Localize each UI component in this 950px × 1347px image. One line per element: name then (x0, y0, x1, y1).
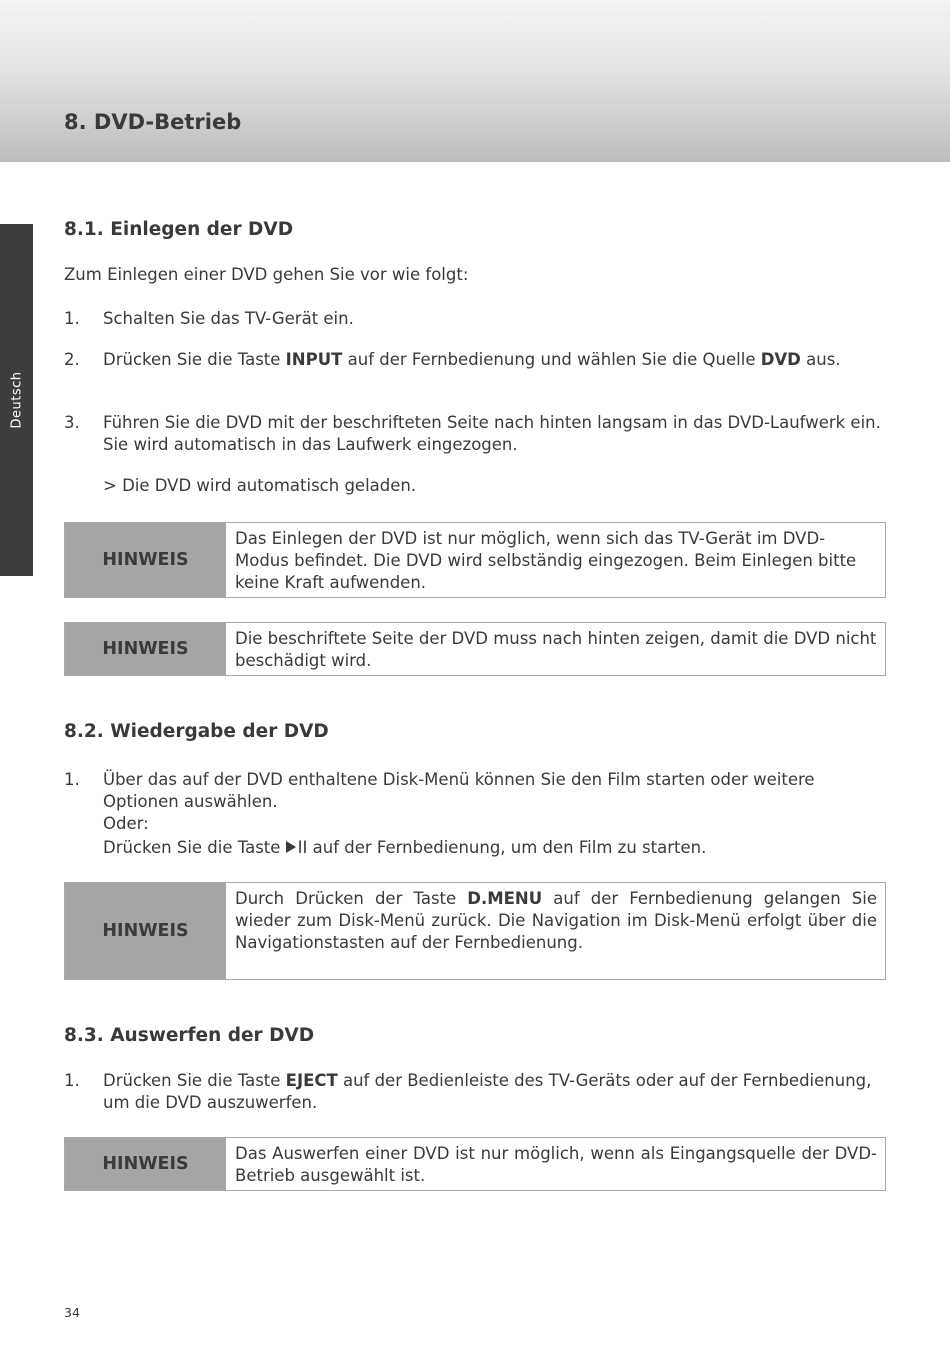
section-title-playback: 8.2. Wiedergabe der DVD (64, 721, 329, 742)
list-number: 1. (64, 770, 80, 789)
play-pause-icon (286, 837, 296, 859)
note-box (64, 1137, 886, 1191)
list-item (64, 349, 886, 371)
page-number: 34 (64, 1305, 80, 1320)
note-text: Durch Drücken der Taste D.MENU auf der Fernbedienung gelangen Sie wieder zum Disk-Menü zurück. Die Navigation im Disk-Menü erfolgt über die Navigationstasten auf der Fernbedienung. (235, 889, 877, 952)
note-label: HINWEIS (65, 523, 226, 597)
list-text: Über das auf der DVD enthaltene Disk-Menü können Sie den Film starten oder weitere Optionen auswählen. Oder: Drücken Sie die Taste II auf der Fernbedienung, um den Film zu starten. (103, 770, 815, 857)
result-text: > Die DVD wird automatisch geladen. (103, 476, 417, 495)
list-number: 2. (64, 350, 80, 369)
header-band (0, 0, 950, 162)
insert-intro: Zum Einlegen einer DVD gehen Sie vor wie folgt: (64, 265, 469, 284)
list-item (64, 1070, 886, 1114)
dvd-source-label: DVD (760, 350, 801, 369)
note-text: Das Auswerfen einer DVD ist nur möglich, wenn als Eingangsquelle der DVD-Betrieb ausgewählt ist. (235, 1144, 877, 1185)
note-text: Das Einlegen der DVD ist nur möglich, wenn sich das TV-Gerät im DVD-Modus befindet. Die DVD wird selbständig eingezogen. Beim Einlegen bitte keine Kraft aufwenden. (235, 529, 857, 592)
list-text: Schalten Sie das TV-Gerät ein. (103, 309, 354, 328)
list-text: Führen Sie die DVD mit der beschrifteten Seite nach hinten langsam in das DVD-Laufwerk ein. Sie wird automatisch in das Laufwerk eingezogen. (103, 413, 881, 454)
list-text: Drücken Sie die Taste INPUT auf der Fernbedienung und wählen Sie die Quelle DVD aus. (103, 350, 841, 369)
dmenu-key-label: D.MENU (467, 889, 543, 908)
note-label: HINWEIS (65, 883, 226, 979)
note-label: HINWEIS (65, 1138, 226, 1190)
list-item (64, 308, 886, 330)
input-key-label: INPUT (285, 350, 343, 369)
note-label: HINWEIS (65, 623, 226, 675)
section-title-eject: 8.3. Auswerfen der DVD (64, 1025, 315, 1046)
language-tab-label: Deutsch (9, 371, 25, 429)
list-text: Drücken Sie die Taste EJECT auf der Bedienleiste des TV-Geräts oder auf der Fernbedienung, um die DVD auszuwerfen. (103, 1071, 872, 1112)
list-item (64, 769, 886, 859)
list-item (64, 412, 886, 456)
note-box (64, 882, 886, 980)
note-text: Die beschriftete Seite der DVD muss nach hinten zeigen, damit die DVD nicht beschädigt wird. (235, 629, 877, 670)
note-box (64, 622, 886, 676)
eject-key-label: EJECT (285, 1071, 338, 1090)
chapter-title: 8. DVD-Betrieb (64, 110, 242, 134)
section-title-insert-dvd: 8.1. Einlegen der DVD (64, 219, 294, 240)
note-box (64, 522, 886, 598)
list-number: 3. (64, 413, 80, 432)
list-number: 1. (64, 309, 80, 328)
list-number: 1. (64, 1071, 80, 1090)
